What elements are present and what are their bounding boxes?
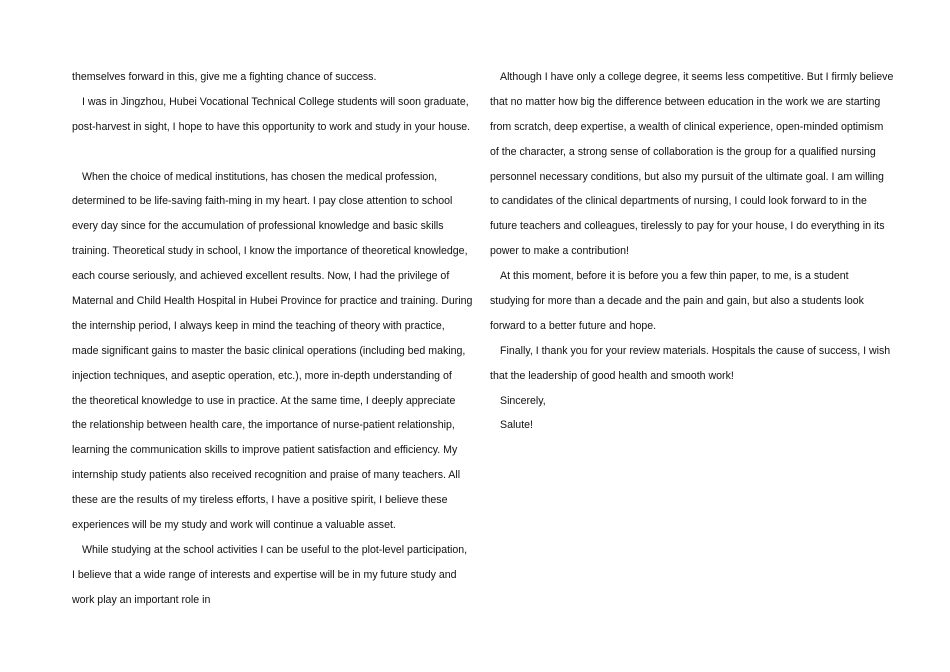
- text-line: that the leadership of good health and smooth work!: [490, 369, 734, 382]
- text-line: these are the results of my tireless efforts, I have a positive spirit, I believe these: [72, 494, 448, 507]
- text-line: training. Theoretical study in school, I know the importance of theoretical knowledge,: [72, 245, 468, 258]
- text-line: from scratch, deep expertise, a wealth of clinical experience, open-minded optimism: [490, 120, 884, 133]
- text-line: to candidates of the clinical departments of nursing, I could look forward to in the: [490, 195, 867, 208]
- text-line: determined to be life-saving faith-ming in my heart. I pay close attention to school: [72, 195, 453, 208]
- right-text-column: [490, 65, 894, 438]
- text-line: work play an important role in: [72, 593, 211, 606]
- text-line: Although I have only a college degree, it seems less competitive. But I firmly believe: [500, 71, 894, 83]
- text-line: themselves forward in this, give me a fighting chance of success.: [72, 71, 377, 83]
- text-line: that no matter how big the difference between education in the work we are starting: [490, 95, 881, 108]
- text-line: I believe that a wide range of interests and expertise will be in my future study and: [72, 568, 457, 581]
- text-line: internship study patients also received recognition and praise of many teachers. All: [72, 469, 461, 482]
- text-line: each course seriously, and achieved excellent results. Now, I had the privilege of: [72, 270, 450, 283]
- text-line: studying for more than a decade and the pain and gain, but also a students look: [490, 295, 864, 308]
- text-line: of the character, a strong sense of collaboration is the group for a qualified nursing: [490, 145, 876, 158]
- text-line: I was in Jingzhou, Hubei Vocational Technical College students will soon graduate,: [82, 95, 469, 108]
- text-line: [72, 140, 464, 165]
- text-line: post-harvest in sight, I hope to have this opportunity to work and study in your house.: [72, 120, 471, 133]
- text-line: While studying at the school activities I can be useful to the plot-level participation,: [82, 543, 468, 556]
- text-line: forward to a better future and hope.: [490, 319, 657, 332]
- text-line: power to make a contribution!: [490, 245, 629, 258]
- text-line: the theoretical knowledge to use in practice. At the same time, I deeply appreciate: [72, 394, 456, 407]
- text-line: personnel necessary conditions, but also my pursuit of the ultimate goal. I am willing: [490, 170, 884, 183]
- text-line: At this moment, before it is before you a few thin paper, to me, is a student: [500, 270, 849, 283]
- text-line: the relationship between health care, the importance of nurse-patient relationship,: [72, 419, 455, 432]
- text-line: every day since for the accumulation of professional knowledge and basic skills: [72, 220, 444, 233]
- text-line: Sincerely,: [500, 394, 546, 407]
- text-line: learning the communication skills to improve patient satisfaction and efficiency. My: [72, 444, 458, 457]
- text-line: injection techniques, and aseptic operation, etc.), more in-depth understanding of: [72, 369, 452, 382]
- text-line: made significant gains to master the basic clinical operations (including bed making,: [72, 344, 466, 357]
- text-line: When the choice of medical institutions, has chosen the medical profession,: [82, 170, 438, 183]
- left-text-column: [72, 65, 473, 613]
- text-line: Salute!: [500, 419, 533, 432]
- text-line: the internship period, I always keep in mind the teaching of theory with practice,: [72, 319, 445, 332]
- text-line: experiences will be my study and work will continue a valuable asset.: [72, 519, 396, 532]
- text-line: future teachers and colleagues, tirelessly to pay for your house, I do everything in its: [490, 220, 885, 233]
- text-line: Maternal and Child Health Hospital in Hubei Province for practice and training. During: [72, 295, 473, 308]
- text-line: Finally, I thank you for your review materials. Hospitals the cause of success, I wish: [500, 344, 891, 357]
